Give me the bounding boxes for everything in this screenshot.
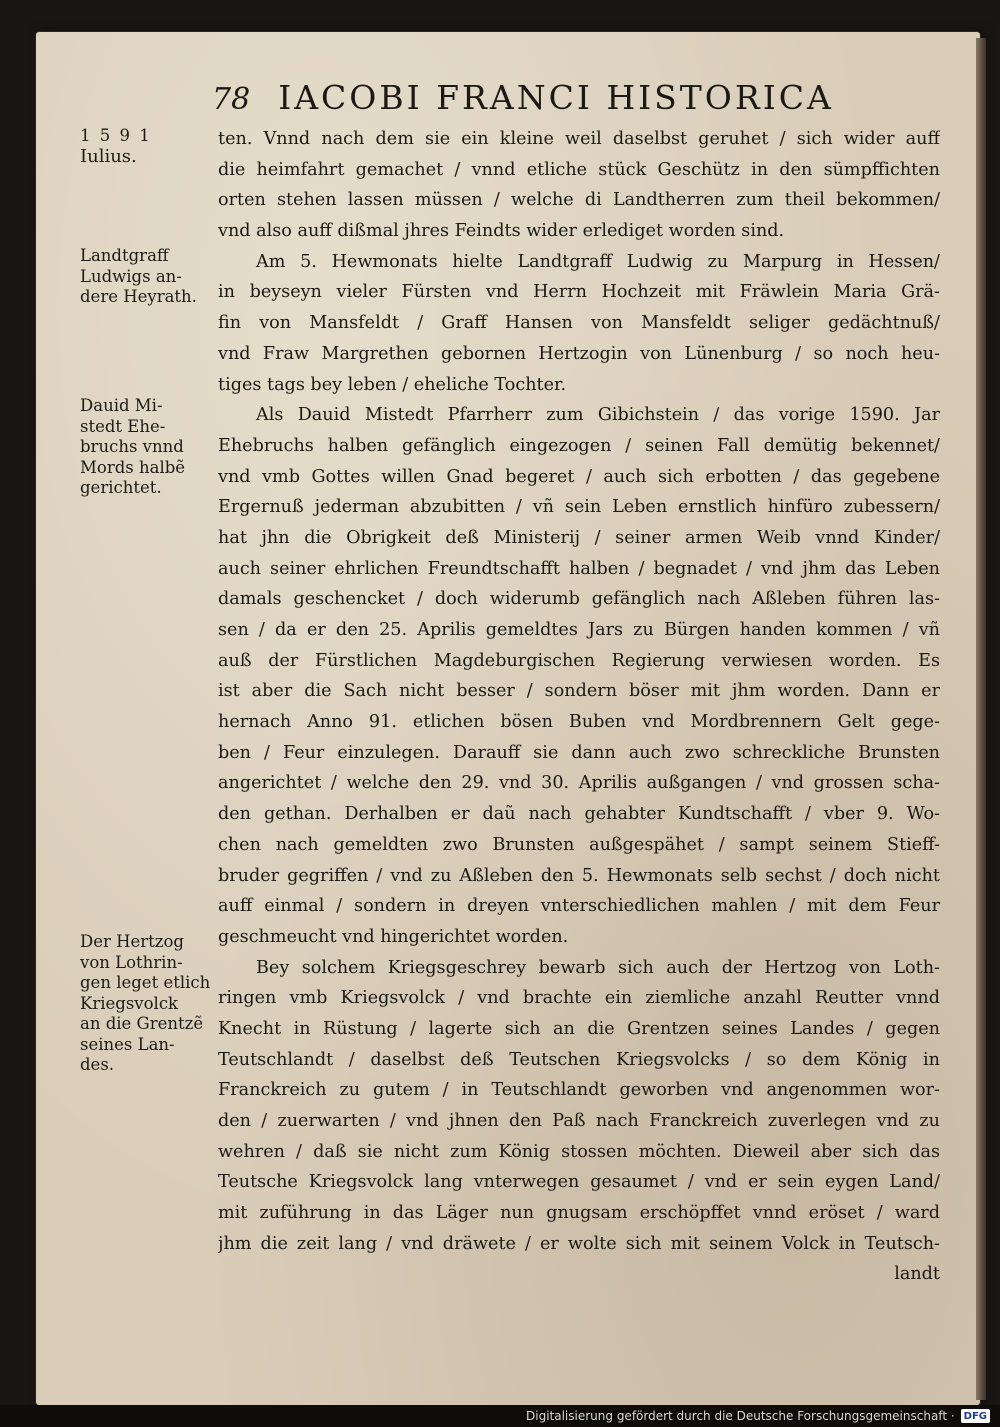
text-line: orten stehen lassen müssen / welche di Landtherren zum theil bekommen/: [218, 190, 940, 211]
text-line: geschmeucht vnd hingerichtet worden.: [218, 926, 569, 947]
text-line: wehren / daß sie nicht zum König stossen möchten. Dieweil aber sich das: [218, 1141, 940, 1162]
margin-note-lothringen: [80, 932, 220, 1076]
text-line: chen nach gemeldten zwo Brunsten außgespähet / sampt seinem Stieff-: [218, 834, 940, 855]
running-title: IACOBI FRANCI HISTORICA: [278, 78, 834, 117]
margin-note-landgraf: [80, 246, 220, 308]
text-line: Teutsche Kriegsvolck lang vnterwegen gesaumet / vnd er sein eygen Land/: [218, 1172, 940, 1193]
text-line: auff einmal / sondern in dreyen vnterschiedlichen mahlen / mit dem Feur: [218, 896, 940, 917]
note-line: Iulius.: [80, 145, 137, 167]
text-line: jhm die zeit lang / vnd dräwete / er wolte sich mit seinem Volck in Teutsch-: [218, 1233, 940, 1254]
note-line: Kriegsvolck: [80, 993, 179, 1013]
dfg-logo-icon: DFG: [961, 1409, 990, 1423]
note-line: von Lothrin-: [80, 952, 183, 972]
note-line: gerichtet.: [80, 478, 162, 497]
note-line: bruchs vnnd: [80, 437, 184, 456]
note-line: dere Heyrath.: [80, 287, 197, 306]
text-line: Teutschlandt / daselbst deß Teutschen Kriegsvolcks / so dem König in: [218, 1049, 940, 1070]
note-line: Landtgraff: [80, 246, 169, 265]
page-edge: [976, 38, 986, 1400]
text-line: hernach Anno 91. etlichen bösen Buben vnd Mordbrennern Gelt gege-: [218, 712, 940, 733]
text-line: den gethan. Derhalben er daũ nach gehabter Kundtschafft / vber 9. Wo-: [218, 804, 940, 825]
text-line: auß der Fürstlichen Magdeburgischen Regierung verwiesen worden. Es: [218, 650, 940, 671]
paragraph-start-line: Bey solchem Kriegsgeschrey bewarb sich auch der Hertzog von Loth-: [256, 957, 940, 978]
note-line: stedt Ehe-: [80, 416, 166, 436]
note-line: 1 5 9 1: [80, 126, 152, 145]
text-line: auch seiner ehrlichen Freundtschafft halben / begnadet / vnd jhm das Leben: [218, 558, 940, 579]
text-line: ist aber die Sach nicht besser / sondern böser mit jhm worden. Dann er: [218, 681, 940, 702]
text-line: den / zuerwarten / vnd jhnen den Paß nach Franckreich zuverlegen vnd zu: [218, 1111, 940, 1131]
text-line: damals geschencket / doch widerumb gefänglich nach Aßleben führen las-: [218, 589, 940, 610]
note-line: seines Lan-: [80, 1034, 175, 1054]
note-line: Der Hertzog: [80, 932, 184, 951]
text-line: vnd vmb Gottes willen Gnad begeret / auch sich erbotten / das gegebene: [218, 466, 940, 487]
text-line: mit zuführung in das Läger nun gnugsam erschöpffet vnnd eröset / ward: [218, 1203, 940, 1224]
text-line: Knecht in Rüstung / lagerte sich an die Grentzen seines Landes / gegen: [218, 1018, 940, 1039]
body-text: [218, 124, 940, 1290]
catchword: landt: [894, 1264, 940, 1285]
paragraph-start-line: Am 5. Hewmonats hielte Landtgraff Ludwig zu Marpurg in Hessen/: [256, 251, 940, 272]
page-number: 78: [212, 82, 251, 117]
text-line: Ergernuß jederman abzubitten / vñ sein Leben ernstlich hinfüro zubessern/: [218, 497, 940, 518]
page-header: [212, 78, 872, 122]
paragraph-start-line: Als Dauid Mistedt Pfarrherr zum Gibichstein / das vorige 1590. Jar: [256, 405, 940, 426]
text-line: vnd Fraw Margrethen gebornen Hertzogin von Lünenburg / so noch heu-: [218, 343, 940, 364]
text-line: Franckreich zu gutem / in Teutschlandt geworben vnd angenommen wor-: [218, 1080, 940, 1101]
text-line: in beyseyn vieler Fürsten vnd Herrn Hochzeit mit Fräwlein Maria Grä-: [218, 282, 940, 303]
note-line: gen leget etlich: [80, 973, 211, 992]
text-line: hat jhn die Obrigkeit deß Ministerij / seiner armen Weib vnnd Kinder/: [218, 527, 940, 548]
text-line: Ehebruchs halben gefänglich eingezogen / seinen Fall demütig bekennet/: [218, 435, 940, 456]
text-line: ten. Vnnd nach dem sie ein kleine weil daselbst geruhet / sich wider auff: [218, 129, 940, 149]
text-line: fin von Mansfeldt / Graff Hansen von Mansfeldt seliger gedächtnuß/: [218, 313, 940, 334]
text-line: die heimfahrt gemachet / vnnd etliche stück Geschütz in den sümpffichten: [218, 159, 940, 180]
note-line: Ludwigs an-: [80, 266, 182, 286]
text-line: bruder gegriffen / vnd zu Aßleben den 5. Hewmonats selb sechst / doch nicht: [218, 865, 940, 886]
note-line: des.: [80, 1055, 115, 1074]
text-line: angerichtet / welche den 29. vnd 30. Aprilis außgangen / vnd grossen scha-: [218, 773, 940, 794]
text-line: ben / Feur einzulegen. Darauff sie dann auch zwo schreckliche Brunsten: [218, 742, 940, 763]
text-line: vnd also auff dißmal jhres Feindts wider erlediget worden sind.: [218, 221, 785, 242]
margin-note-david-mistedt: [80, 396, 220, 499]
note-line: Mords halbẽ: [80, 457, 186, 477]
text-line: ringen vmb Kriegsvolck / vnd brachte ein ziemliche anzahl Reutter vnnd: [218, 988, 940, 1009]
note-line: an die Grentzẽ: [80, 1014, 204, 1033]
text-line: tiges tags bey leben / eheliche Tochter.: [218, 374, 567, 395]
digitization-footer: [0, 1405, 1000, 1427]
margin-note-year: [80, 126, 220, 167]
text-line: sen / da er den 25. Aprilis gemeldtes Jars zu Bürgen handen kommen / vñ: [218, 620, 940, 640]
note-line: Dauid Mi-: [80, 396, 163, 415]
funding-credit: Digitalisierung gefördert durch die Deutsche Forschungsgemeinschaft ·: [526, 1409, 955, 1423]
